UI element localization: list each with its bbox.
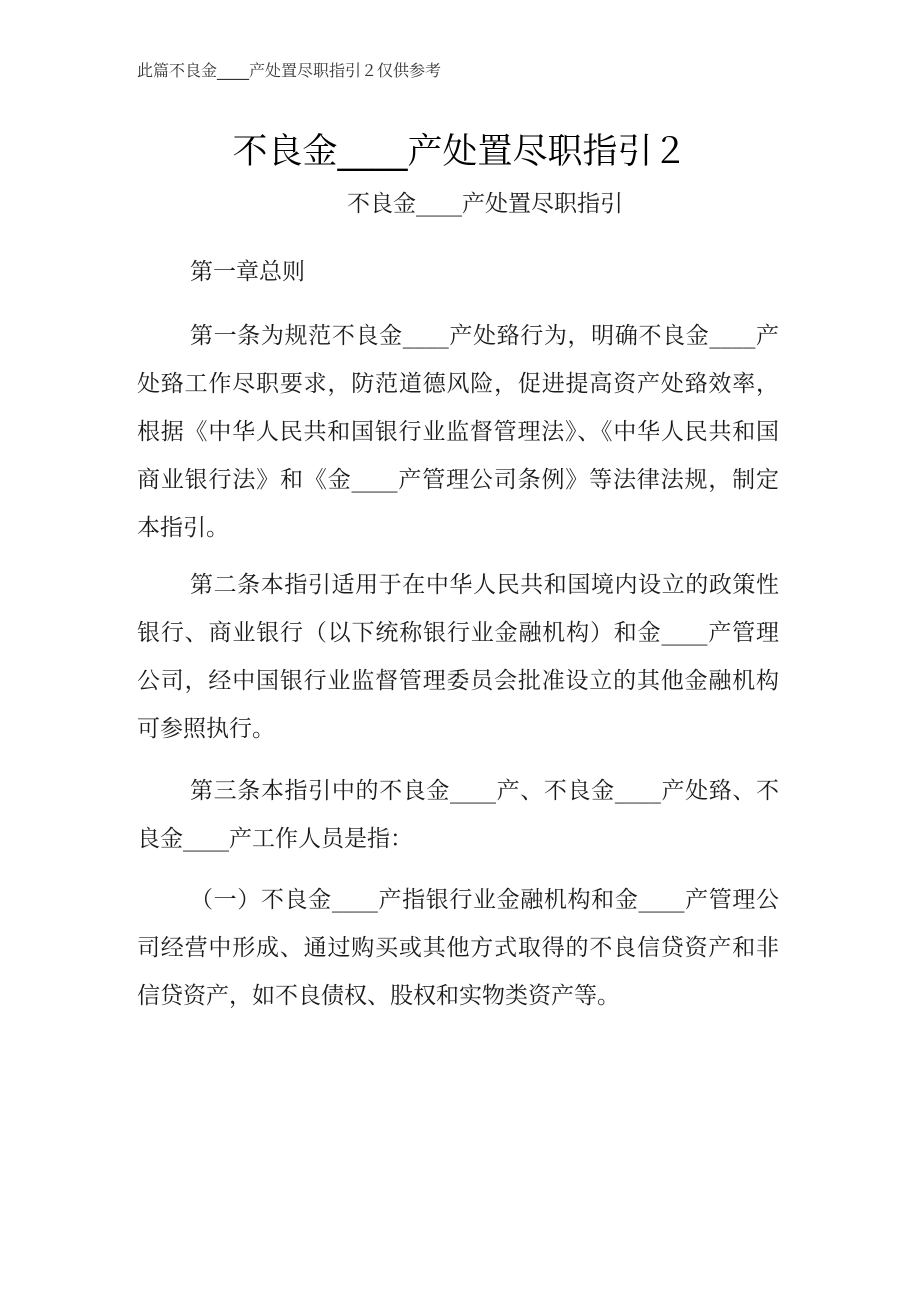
document-subtitle: 不良金____产处置尽职指引: [347, 191, 623, 217]
chapter-heading: 第一章总则: [190, 259, 305, 285]
definition-1-paragraph: （一）不良金____产指银行业金融机构和金____产管理公司经营中形成、通过购买或其他方式取得的不良信贷资产和非信贷资产，如不良债权、股权和实物类资产等。: [137, 887, 779, 1009]
header-note: 此篇不良金____产处置尽职指引２仅供参考: [137, 61, 442, 80]
article-3-paragraph: 第三条本指引中的不良金____产、不良金____产处臵、不良金____产工作人员是指：: [137, 778, 779, 852]
article-1-paragraph: 第一条为规范不良金____产处臵行为，明确不良金____产处臵工作尽职要求，防范道德风险，促进提高资产处臵效率，根据《中华人民共和国银行业监督管理法》、《中华人民共和国商业银行法》和《金____产管理公司条例》等法律法规，制定本指引。: [137, 323, 779, 541]
article-2-paragraph: 第二条本指引适用于在中华人民共和国境内设立的政策性银行、商业银行（以下统称银行业金融机构）和金____产管理公司，经中国银行业监督管理委员会批准设立的其他金融机构可参照执行。: [137, 572, 779, 742]
document-title: 不良金____产处置尽职指引２: [232, 132, 688, 172]
